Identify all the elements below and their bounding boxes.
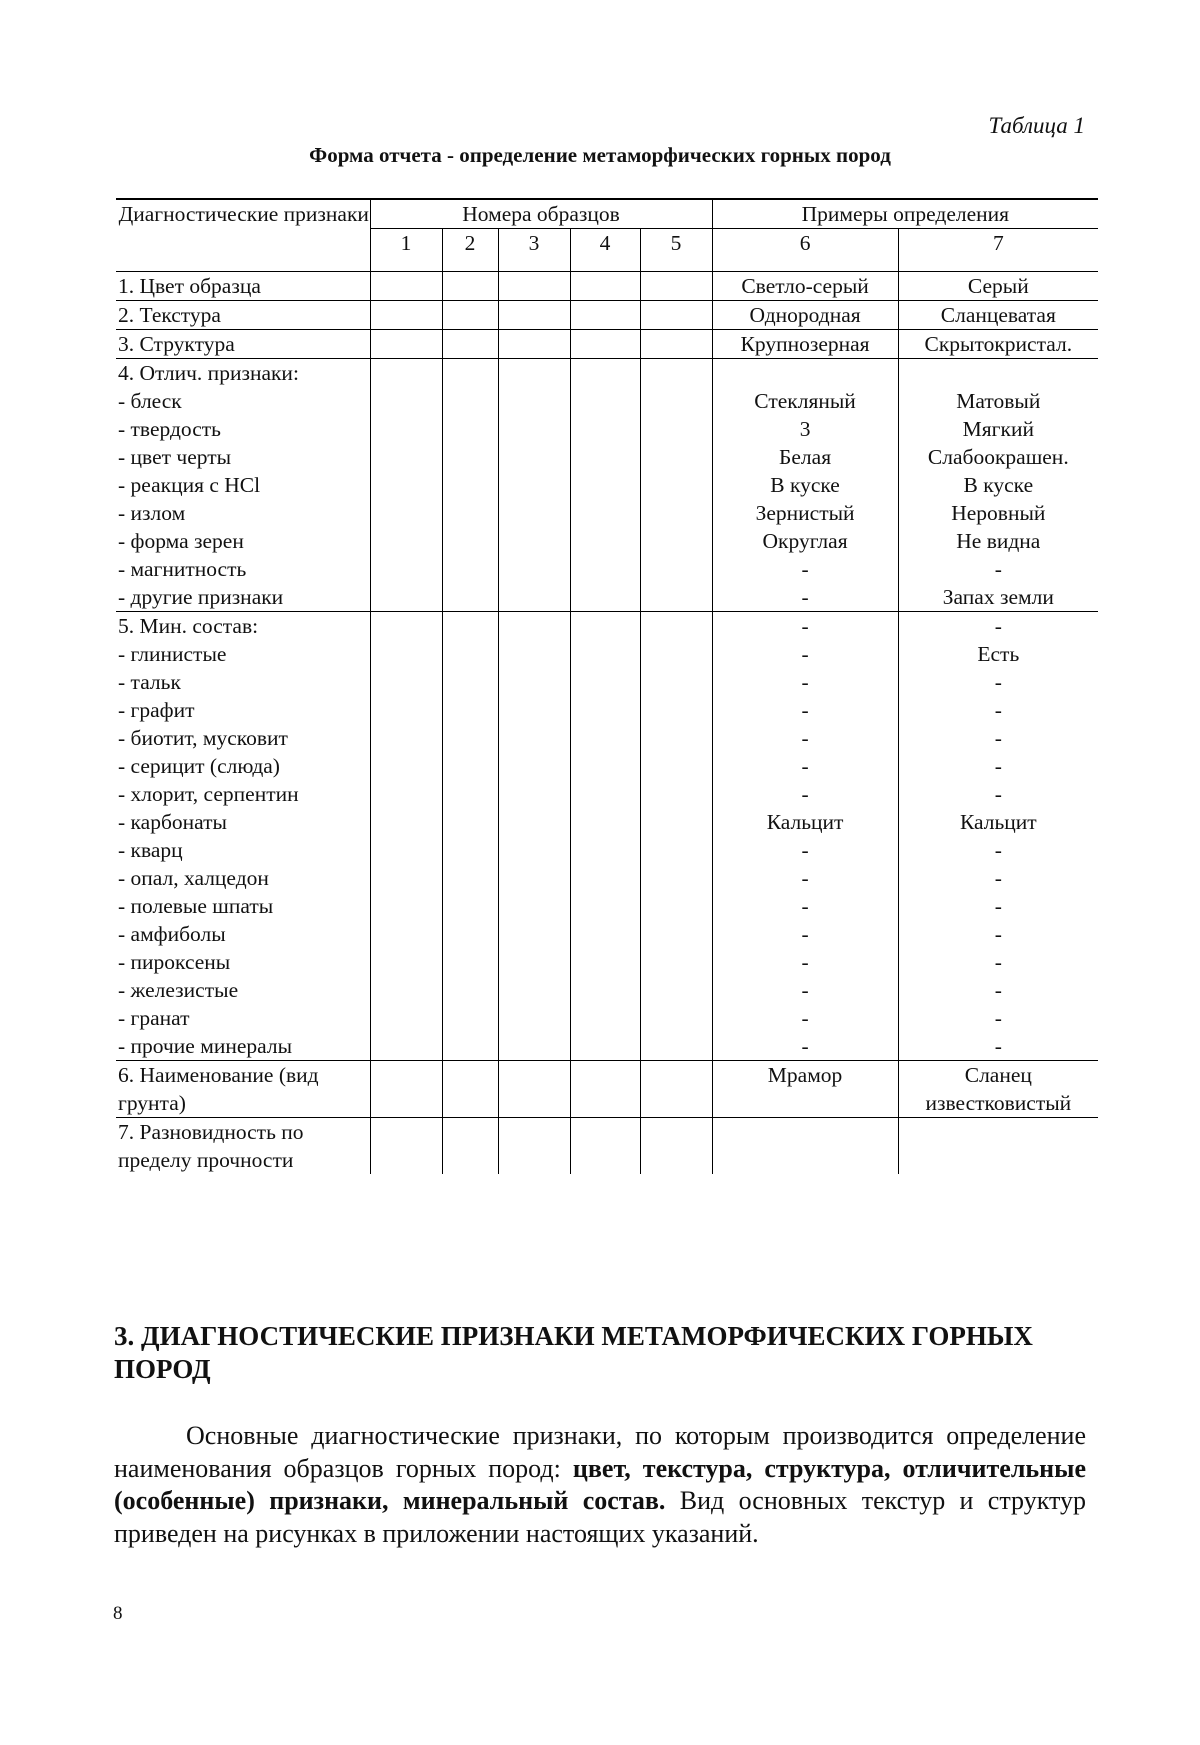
sample-cell [640, 272, 712, 301]
sample-cell [370, 330, 442, 359]
sample-cell [640, 301, 712, 330]
paragraph-rest: Вид основных текстур и структур приведен на рисунках в приложении настоящих указаний. [114, 1486, 1086, 1548]
example-7-value: - [994, 950, 1002, 974]
example-6-value: - [801, 642, 809, 666]
example-7-value: В куске [963, 473, 1034, 497]
sample-cell [442, 301, 498, 330]
example-6-cell [712, 612, 898, 1061]
example-6-value: - [801, 866, 809, 890]
example-7-cell: Сланец известковистый [898, 1061, 1098, 1118]
paragraph-intro: Основные диагностические признаки, по которым производится определение наименования образцов горных пород: [114, 1421, 1086, 1483]
row-label: - твердость [118, 417, 221, 441]
table-row-variety [116, 1118, 1098, 1175]
sample-cell [498, 1118, 570, 1175]
row-label: - глинистые [118, 642, 227, 666]
table-row-structure [116, 330, 1098, 359]
row-label: - цвет черты [118, 445, 232, 469]
example-6-cell: Мрамор [712, 1061, 898, 1118]
sample-cell [570, 1061, 640, 1118]
paragraph-bold: цвет, текстура, структура, отличительные (особенные) признаки, минеральный состав. [114, 1453, 1086, 1515]
example-6-value: Белая [779, 445, 832, 469]
sample-cell [370, 1118, 442, 1175]
example-6-cell [712, 1118, 898, 1175]
example-6-value: - [801, 585, 809, 609]
row-label: - реакция с HCl [118, 473, 261, 497]
row-label: 1. Цвет образца [116, 272, 370, 301]
sample-cell [570, 301, 640, 330]
sample-cell [570, 612, 640, 1061]
row-label: - магнитность [118, 557, 247, 581]
example-7-value: Неровный [951, 501, 1046, 525]
row-label-stack [116, 359, 370, 612]
row-label: - гранат [118, 1006, 190, 1030]
sample-cell [570, 272, 640, 301]
example-7-value: - [994, 894, 1002, 918]
example-7-value: - [994, 866, 1002, 890]
example-7-value: - [994, 1034, 1002, 1058]
sample-cell [442, 359, 498, 612]
example-6-value: - [801, 838, 809, 862]
row-label: - амфиболы [118, 922, 226, 946]
header-col-7: 7 [898, 229, 1098, 272]
example-6-cell: Однородная [712, 301, 898, 330]
example-7-value: - [994, 614, 1002, 638]
sample-cell [370, 1061, 442, 1118]
section-heading: 3. ДИАГНОСТИЧЕСКИЕ ПРИЗНАКИ МЕТАМОРФИЧЕСКИХ ГОРНЫХ ПОРОД [114, 1321, 1033, 1384]
row-label: 2. Текстура [116, 301, 370, 330]
row-label: 7. Разновидность по пределу прочности [116, 1118, 370, 1175]
example-7-value: - [994, 557, 1002, 581]
row-label: - прочие минералы [118, 1034, 293, 1058]
row-label: - биотит, мусковит [118, 726, 288, 750]
row-label: - серицит (слюда) [118, 754, 280, 778]
example-7-cell [898, 612, 1098, 1061]
header-examples-label: Примеры определения [712, 199, 1098, 229]
example-6-value: Округлая [762, 529, 848, 553]
table-row-mineral [116, 612, 1098, 1061]
example-6-cell: Крупнозерная [712, 330, 898, 359]
table-number: Таблица 1 [988, 113, 1085, 138]
example-6-value [713, 359, 898, 387]
example-6-value: - [801, 894, 809, 918]
header-samples-label: Номера образцов [370, 199, 712, 229]
example-7-value: Матовый [956, 389, 1041, 413]
example-6-value: В куске [770, 473, 840, 497]
example-7-cell [898, 1118, 1098, 1175]
example-7-value [899, 359, 1099, 387]
row-label: 6. Наименование (вид грунта) [116, 1061, 370, 1118]
sample-cell [640, 359, 712, 612]
sample-cell [442, 272, 498, 301]
header-diag-label: Диагностические признаки [116, 199, 370, 272]
example-6-value: - [801, 754, 809, 778]
sample-cell [640, 330, 712, 359]
table-row-color [116, 272, 1098, 301]
example-7-value: - [994, 698, 1002, 722]
example-7-cell: Сланцеватая [898, 301, 1098, 330]
sample-cell [640, 1118, 712, 1175]
sample-cell [370, 301, 442, 330]
header-col-5: 5 [640, 229, 712, 272]
header-col-3: 3 [498, 229, 570, 272]
example-6-cell [712, 359, 898, 612]
example-6-value: - [801, 557, 809, 581]
example-6-cell: Светло-серый [712, 272, 898, 301]
sample-cell [640, 1061, 712, 1118]
sample-cell [442, 612, 498, 1061]
example-7-value: - [994, 726, 1002, 750]
example-6-value: - [801, 922, 809, 946]
row-label: 3. Структура [116, 330, 370, 359]
header-col-1: 1 [370, 229, 442, 272]
row-label: - опал, халцедон [118, 866, 269, 890]
sample-cell [498, 272, 570, 301]
sample-cell [570, 359, 640, 612]
row-label: - тальк [118, 670, 181, 694]
example-6-value: - [801, 1006, 809, 1030]
example-7-value: Мягкий [962, 417, 1034, 441]
sample-cell [442, 1061, 498, 1118]
example-6-value: - [801, 698, 809, 722]
example-6-value: Зернистый [755, 501, 855, 525]
header-col-6: 6 [712, 229, 898, 272]
example-6-value: - [801, 978, 809, 1002]
sample-cell [570, 330, 640, 359]
example-7-value: - [994, 978, 1002, 1002]
row-label: - пироксены [118, 950, 231, 974]
header-col-2: 2 [442, 229, 498, 272]
row-label: - другие признаки [118, 585, 284, 609]
example-7-cell: Скрытокристал. [898, 330, 1098, 359]
example-6-value: Стекляный [754, 389, 856, 413]
example-6-value: - [801, 726, 809, 750]
header-col-4: 4 [570, 229, 640, 272]
table-row-distinct [116, 359, 1098, 612]
example-7-value: - [994, 754, 1002, 778]
sample-cell [498, 330, 570, 359]
row-label: - карбонаты [118, 810, 227, 834]
sample-cell [370, 359, 442, 612]
sample-cell [498, 301, 570, 330]
example-7-value: - [994, 922, 1002, 946]
example-6-value: - [801, 1034, 809, 1058]
example-6-value: - [801, 950, 809, 974]
example-7-value: Кальцит [959, 810, 1037, 834]
row-label: 4. Отлич. признаки: [118, 361, 299, 385]
row-label: - блеск [118, 389, 182, 413]
body-paragraph [114, 1420, 1086, 1550]
example-6-value: - [801, 614, 809, 638]
row-label-stack [116, 612, 370, 1061]
example-7-value: Запах земли [942, 585, 1054, 609]
sample-cell [498, 612, 570, 1061]
example-7-value: Не видна [956, 529, 1041, 553]
sample-cell [442, 1118, 498, 1175]
row-label: - полевые шпаты [118, 894, 274, 918]
row-label: - железистые [118, 978, 239, 1002]
report-form-table [116, 198, 1098, 1174]
example-6-value: - [801, 670, 809, 694]
example-7-value: - [994, 670, 1002, 694]
sample-cell [498, 1061, 570, 1118]
example-7-value: Есть [977, 642, 1020, 666]
example-6-value: Кальцит [766, 810, 844, 834]
example-6-value: 3 [799, 417, 811, 441]
sample-cell [370, 612, 442, 1061]
row-label: - форма зерен [118, 529, 244, 553]
example-6-value: - [801, 782, 809, 806]
example-7-cell [898, 359, 1098, 612]
example-7-cell: Серый [898, 272, 1098, 301]
table-row-name [116, 1061, 1098, 1118]
example-7-value: - [994, 1006, 1002, 1030]
row-label: 5. Мин. состав: [118, 614, 259, 638]
example-7-value: - [994, 838, 1002, 862]
table-title: Форма отчета - определение метаморфических горных пород [309, 143, 891, 167]
row-label: - излом [118, 501, 186, 525]
row-label: - кварц [118, 838, 183, 862]
example-7-value: Слабоокрашен. [927, 445, 1069, 469]
page-number: 8 [113, 1603, 123, 1624]
sample-cell [570, 1118, 640, 1175]
row-label: - хлорит, серпентин [118, 782, 299, 806]
table-row-texture [116, 301, 1098, 330]
sample-cell [640, 612, 712, 1061]
example-7-value: - [994, 782, 1002, 806]
sample-cell [442, 330, 498, 359]
sample-cell [498, 359, 570, 612]
row-label: - графит [118, 698, 195, 722]
sample-cell [370, 272, 442, 301]
